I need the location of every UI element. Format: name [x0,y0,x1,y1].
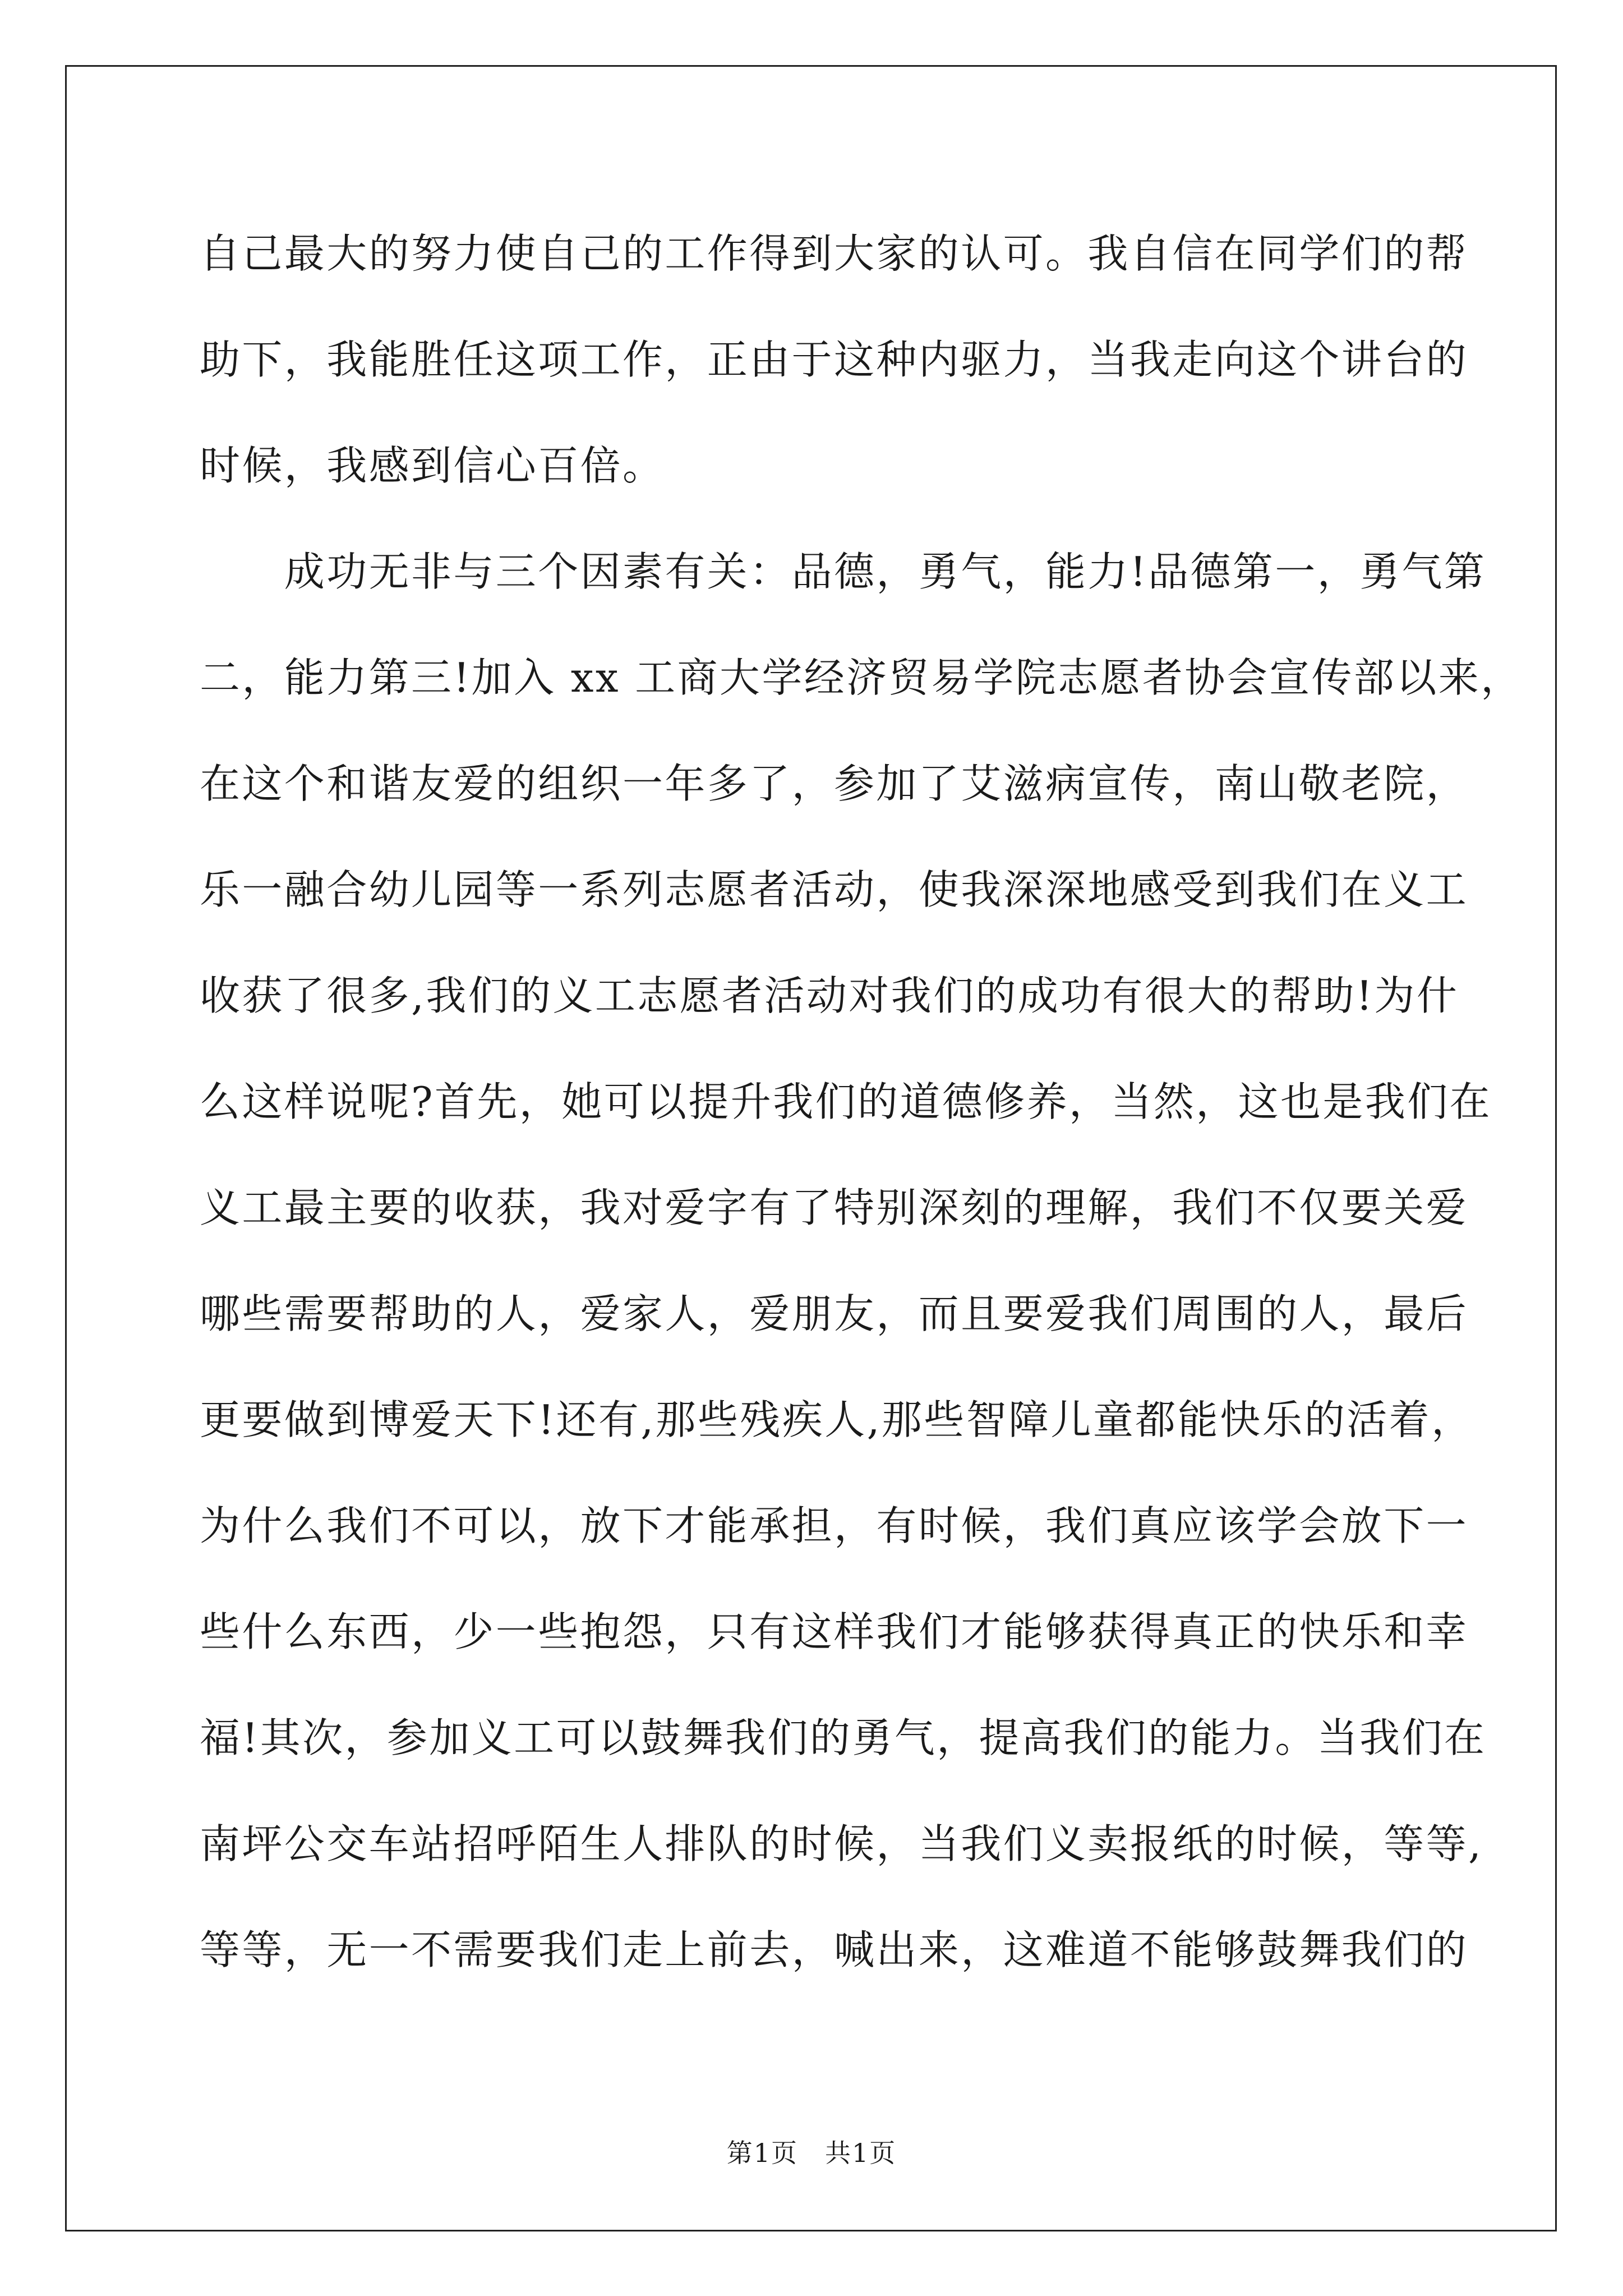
text-line: 乐一融合幼儿园等一系列志愿者活动，使我深深地感受到我们在义工 [200,866,1469,913]
text-line: 成功无非与三个因素有关：品德，勇气，能力!品德第一，勇气第 [200,548,1487,595]
text-line: 时候，我感到信心百倍。 [200,442,665,489]
text-line: 南坪公交车站招呼陌生人排队的时候，当我们义卖报纸的时候，等等, [200,1820,1483,1867]
text-line: 么这样说呢?首先，她可以提升我们的道德修养，当然，这也是我们在 [200,1078,1492,1125]
text-line: 些什么东西，少一些抱怨，只有这样我们才能够获得真正的快乐和幸 [200,1608,1469,1655]
text-line: 收获了很多,我们的义工志愿者活动对我们的成功有很大的帮助!为什 [200,972,1459,1019]
text-line: 为什么我们不可以，放下才能承担，有时候，我们真应该学会放下一 [200,1502,1469,1549]
text-line: 自己最大的努力使自己的工作得到大家的认可。我自信在同学们的帮 [200,230,1469,277]
text-line: 哪些需要帮助的人，爱家人，爱朋友，而且要爱我们周围的人，最后 [200,1290,1469,1337]
text-line: 二，能力第三!加入 xx 工商大学经济贸易学院志愿者协会宣传部以来， [200,654,1523,701]
text-line: 义工最主要的收获，我对爱字有了特别深刻的理解，我们不仅要关爱 [200,1184,1469,1231]
page-number-footer: 第1页 共1页 [726,2138,897,2168]
text-line: 福!其次，参加义工可以鼓舞我们的勇气，提高我们的能力。当我们在 [200,1714,1487,1761]
text-line: 在这个和谐友爱的组织一年多了，参加了艾滋病宣传，南山敬老院， [200,760,1469,807]
text-line: 等等，无一不需要我们走上前去，喊出来，这难道不能够鼓舞我们的 [200,1926,1469,1973]
text-line: 助下，我能胜任这项工作，正由于这种内驱力，当我走向这个讲台的 [200,336,1469,383]
text-line: 更要做到博爱天下!还有,那些残疾人,那些智障儿童都能快乐的活着， [200,1396,1474,1443]
